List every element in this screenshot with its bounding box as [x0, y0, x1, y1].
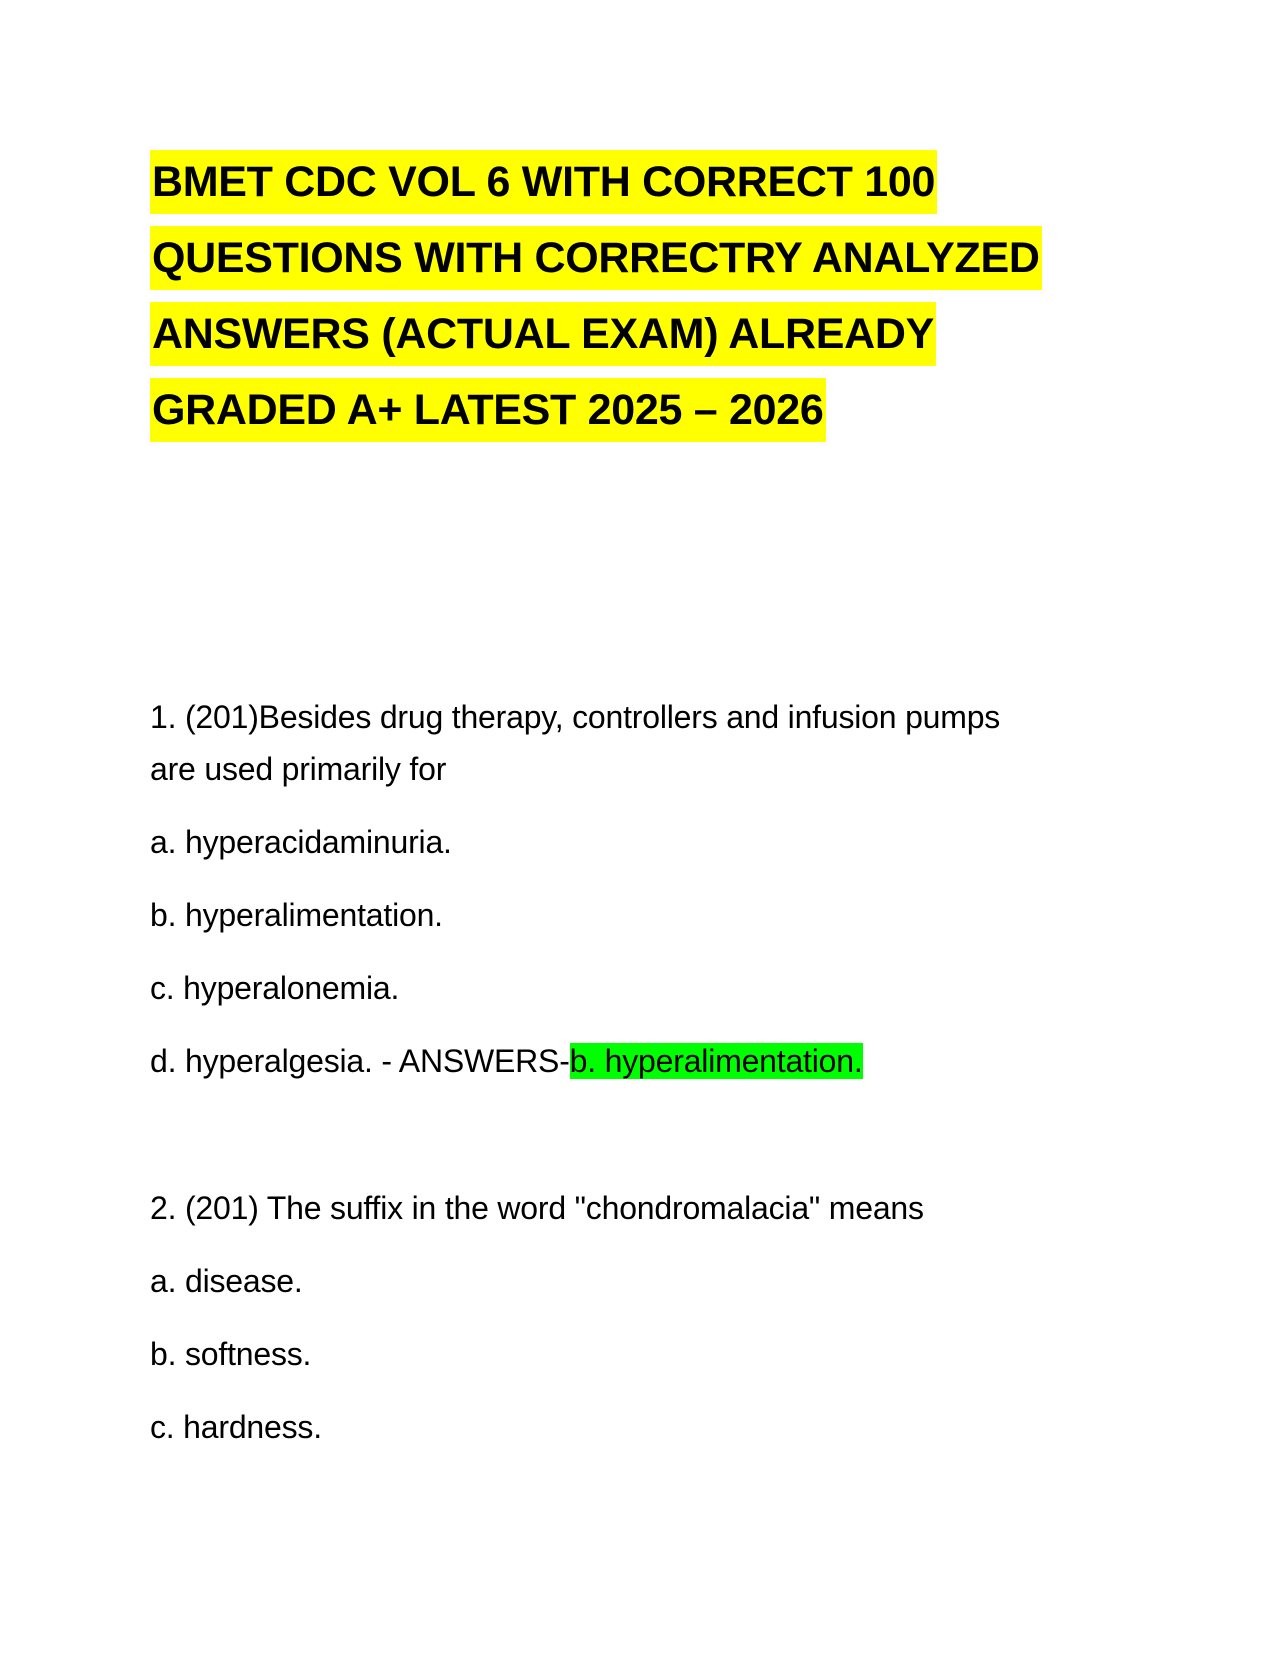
title-line-text: QUESTIONS WITH CORRECTRY ANALYZED: [150, 226, 1042, 290]
question-1-option-d-with-answer: [150, 1041, 863, 1081]
question-1-option-b: b. hyperalimentation.: [150, 897, 443, 933]
question-1-stem-line-1: 1. (201)Besides drug therapy, controllers and infusion pumps: [150, 699, 1001, 735]
question-2-option-a: a. disease.: [150, 1263, 303, 1299]
question-2-stem-line-1: 2. (201) The suffix in the word "chondromalacia" means: [150, 1190, 924, 1226]
title-line: [150, 150, 1130, 226]
answer-prefix: - ANSWERS-: [372, 1043, 570, 1079]
document-title: [150, 150, 1130, 454]
title-line-text: ANSWERS (ACTUAL EXAM) ALREADY: [150, 302, 936, 366]
title-line-text: GRADED A+ LATEST 2025 – 2026: [150, 378, 826, 442]
question-1-stem-line-2: are used primarily for: [150, 751, 447, 787]
title-line: [150, 226, 1130, 302]
question-1-option-a: a. hyperacidaminuria.: [150, 824, 452, 860]
question-2-option-b: b. softness.: [150, 1336, 312, 1372]
title-line: [150, 302, 1130, 378]
question-2-option-c: c. hardness.: [150, 1409, 322, 1445]
question-1-option-d: d. hyperalgesia.: [150, 1043, 373, 1079]
title-line-text: BMET CDC VOL 6 WITH CORRECT 100: [150, 150, 937, 214]
title-line: [150, 378, 1130, 454]
correct-answer: b. hyperalimentation.: [569, 1043, 863, 1079]
question-1-option-c: c. hyperalonemia.: [150, 970, 400, 1006]
